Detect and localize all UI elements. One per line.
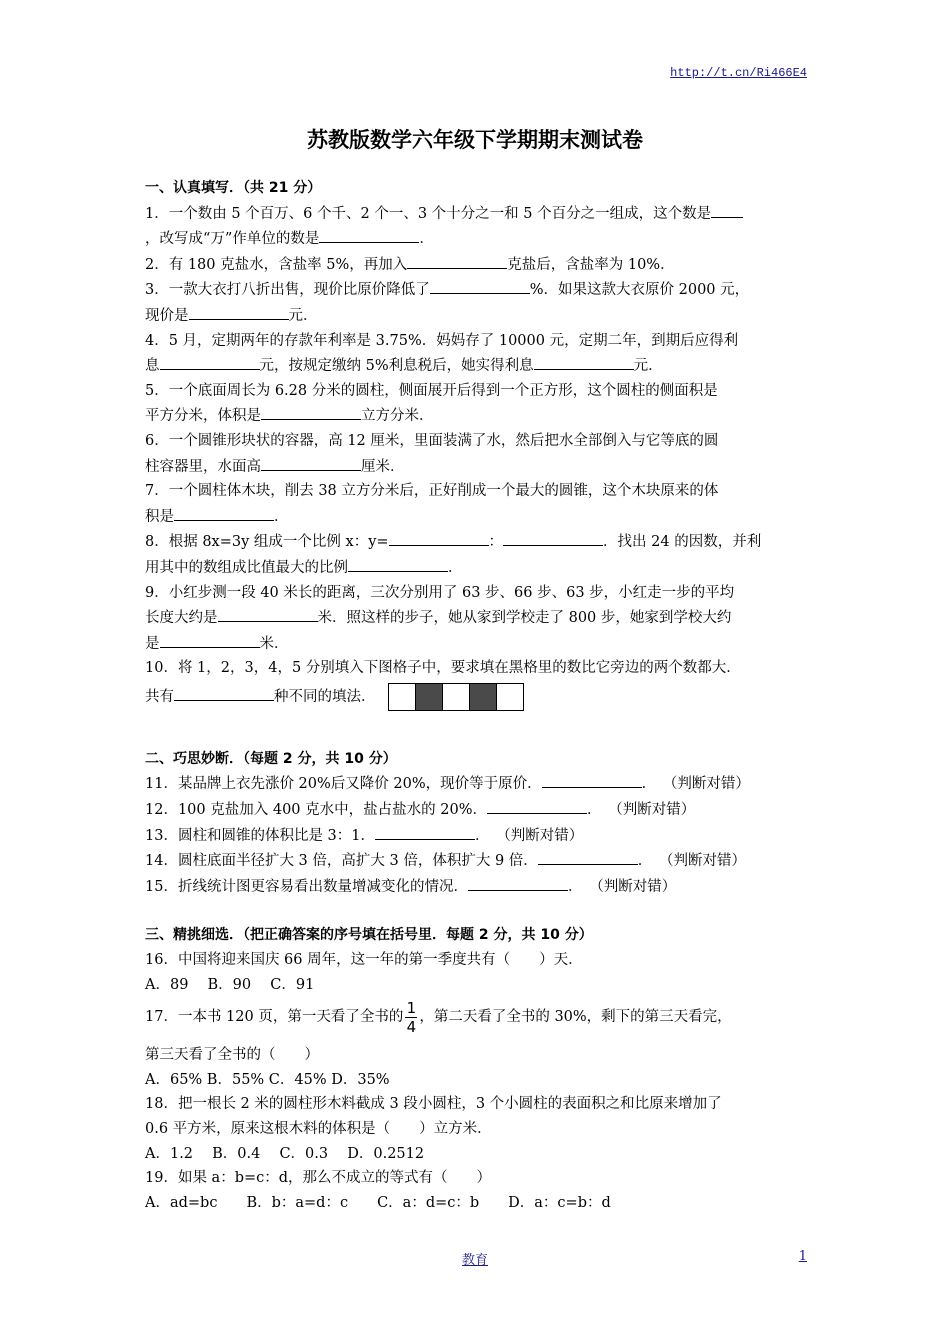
question-9: 9．小红步测一段 40 米长的距离，三次分别用了 63 步、66 步、63 步，小红走一步的平均 长度大约是 米．照这样的步子，她从家到学校走了 800 步，她家到学校大约 是 米． bbox=[145, 584, 735, 652]
footer-link[interactable]: 教育 bbox=[461, 1253, 488, 1268]
answer-blank[interactable] bbox=[174, 684, 274, 701]
question-18-options: A．1.2 B．0.4 C．0.3 D．0.2512 bbox=[145, 1145, 425, 1162]
grid-cell-white bbox=[389, 684, 416, 710]
question-19-options: A．ad=bc B．b：a=d：c C．a：d=c：b D．a：c=b：d bbox=[145, 1194, 611, 1211]
answer-blank[interactable] bbox=[534, 353, 634, 370]
question-11: 11．某品牌上衣先涨价 20%后又降价 20%，现价等于原价． ． （判断对错） bbox=[145, 771, 810, 797]
answer-blank[interactable] bbox=[711, 201, 743, 218]
answer-blank[interactable] bbox=[189, 303, 289, 320]
question-7: 7．一个圆柱体木块，削去 38 立方分米后，正好削成一个最大的圆锥，这个木块原来的体 积是 ． bbox=[145, 483, 719, 525]
section-3-heading: 三、精挑细选．（把正确答案的序号填在括号里．每题 2 分，共 10 分） bbox=[145, 927, 593, 944]
answer-blank[interactable] bbox=[348, 555, 448, 572]
header-link[interactable]: http://t.cn/Ri466E4 bbox=[670, 66, 807, 80]
grid-cell-white bbox=[443, 684, 470, 710]
answer-blank[interactable] bbox=[319, 226, 419, 243]
answer-blank[interactable] bbox=[538, 848, 638, 865]
question-6: 6．一个圆锥形块状的容器，高 12 厘米，里面装满了水，然后把水全部倒入与它等底的圆 柱容器里，水面高 厘米． bbox=[145, 432, 719, 475]
question-5: 5．一个底面周长为 6.28 分米的圆柱，侧面展开后得到一个正方形，这个圆柱的侧面积是 平方分米，体积是 立方分米． bbox=[145, 382, 718, 425]
answer-blank[interactable] bbox=[160, 353, 260, 370]
answer-blank[interactable] bbox=[487, 797, 587, 814]
section-1-heading: 一、认真填写．（共 21 分） bbox=[145, 180, 322, 196]
fraction-one-quarter: $\frac{1}{4}$ bbox=[406, 998, 417, 1036]
question-10: 10．将 1，2，3，4，5 分别填入下图格子中，要求填在黑格里的数比它旁边的两个数都大． 共有 种不同的填法． bbox=[145, 656, 810, 711]
answer-blank[interactable] bbox=[160, 631, 260, 648]
grid-cell-black bbox=[470, 684, 497, 710]
answer-blank[interactable] bbox=[407, 252, 507, 269]
answer-blank[interactable] bbox=[375, 823, 475, 840]
page-title: 苏教版数学六年级下学期期末测试卷 bbox=[307, 128, 643, 152]
grid-cell-white bbox=[497, 684, 523, 710]
answer-blank[interactable] bbox=[430, 277, 530, 294]
question-16-options: A．89 B．90 C．91 bbox=[145, 976, 315, 993]
answer-blank[interactable] bbox=[174, 504, 274, 521]
answer-blank[interactable] bbox=[261, 403, 361, 420]
answer-blank[interactable] bbox=[218, 605, 318, 622]
answer-blank[interactable] bbox=[389, 529, 489, 546]
answer-blank[interactable] bbox=[261, 454, 361, 471]
answer-blank[interactable] bbox=[542, 771, 642, 788]
question-13: 13．圆柱和圆锥的体积比是 3：1． ． （判断对错） bbox=[145, 823, 810, 849]
answer-blank[interactable] bbox=[468, 874, 568, 891]
question-3: 3．一款大衣打八折出售，现价比原价降低了 %．如果这款大衣原价 2000 元， 现价是 元． bbox=[145, 277, 810, 328]
question-8: 8．根据 8x=3y 组成一个比例 x：y= ： ．找出 24 的因数，并利 用其中的数组成比值最大的比例 ． bbox=[145, 529, 810, 580]
grid-diagram bbox=[388, 683, 524, 711]
question-15: 15．折线统计图更容易看出数量增减变化的情况． ． （判断对错） bbox=[145, 874, 810, 900]
question-2: 2．有 180 克盐水，含盐率 5%，再加入 克盐后，含盐率为 10%． bbox=[145, 252, 810, 278]
question-16: 16．中国将迎来国庆 66 周年，这一年的第一季度共有（ ）天． bbox=[145, 952, 583, 969]
answer-blank[interactable] bbox=[503, 529, 603, 546]
question-14: 14．圆柱底面半径扩大 3 倍，高扩大 3 倍，体积扩大 9 倍． ． （判断对错） bbox=[145, 848, 810, 874]
grid-cell-black bbox=[416, 684, 443, 710]
question-19: 19．如果 a：b=c：d，那么不成立的等式有（ ） bbox=[145, 1170, 492, 1187]
question-17: 17．一本书 120 页，第一天看了全书的 $\frac{1}{4}$ ，第二天看了全书的 30%，剩下的第三天看完， bbox=[145, 998, 732, 1036]
question-1: 1．一个数由 5 个百万、6 个千、2 个一、3 个十分之一和 5 个百分之一组成，这个数是 ，改写成“万”作单位的数是 ． bbox=[145, 201, 810, 252]
question-18: 18．把一根长 2 米的圆柱形木料截成 3 段小圆柱，3 个小圆柱的表面积之和比原来增加了 0.6 平方米，原来这根木料的体积是（ ）立方米． bbox=[145, 1096, 722, 1137]
question-12: 12．100 克盐加入 400 克水中，盐占盐水的 20%． ． （判断对错） bbox=[145, 797, 810, 823]
question-4: 4．5 月，定期两年的存款年利率是 3.75%．妈妈存了 10000 元，定期二年，到期后应得利 息 元，按规定缴纳 5%利息税后，她实得利息 元． bbox=[145, 332, 739, 375]
section-2-heading: 二、巧思妙断．（每题 2 分，共 10 分） bbox=[145, 750, 397, 767]
question-17-options: A．65% B．55% C．45% D．35% bbox=[145, 1071, 390, 1088]
page-number: 1 bbox=[798, 1249, 807, 1264]
exam-content bbox=[145, 176, 810, 1215]
question-17-line2: 第三天看了全书的（ ） bbox=[145, 1047, 319, 1064]
